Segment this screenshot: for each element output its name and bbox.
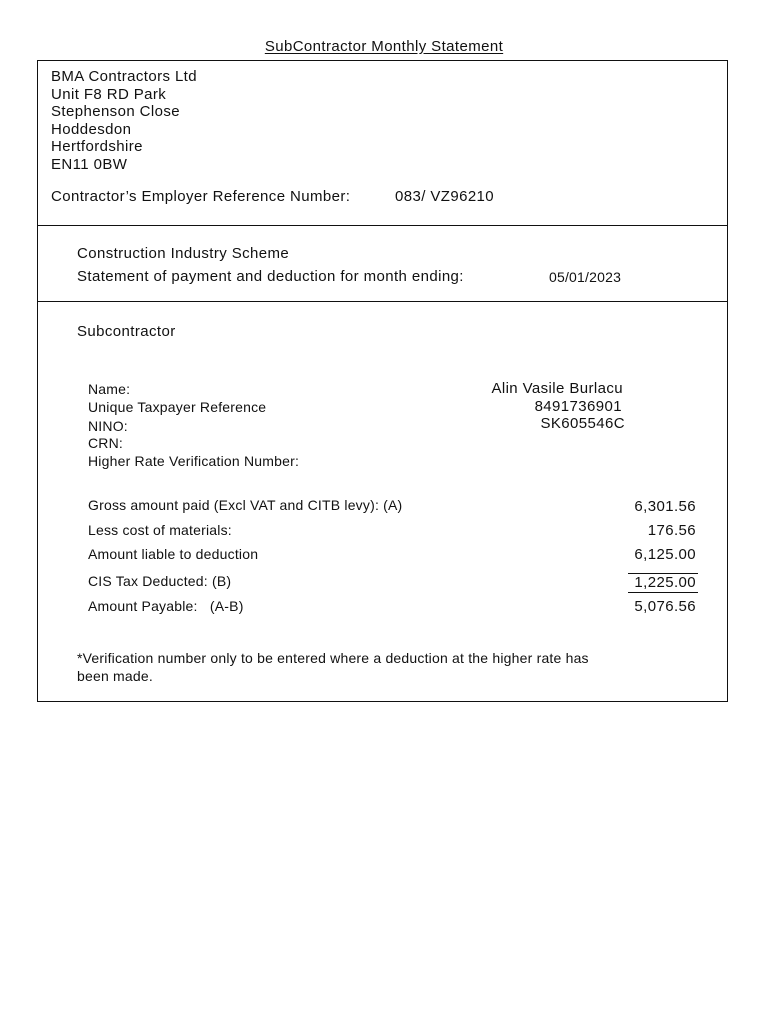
- liable-amount-label: Amount liable to deduction: [88, 546, 259, 562]
- nino-value: SK605546C: [540, 415, 625, 432]
- cis-tax-value: 1,225.00: [634, 574, 696, 591]
- employer-ref-value: 083/ VZ96210: [395, 188, 495, 205]
- utr-value: 8491736901: [534, 398, 622, 415]
- contractor-address-line-3: Hoddesdon: [51, 121, 132, 138]
- subcontractor-name-value: Alin Vasile Burlacu: [491, 380, 623, 397]
- materials-cost-value: 176.56: [647, 522, 696, 539]
- statement-title-text: SubContractor Monthly Statement: [264, 38, 504, 55]
- contractor-postcode: EN11 0BW: [51, 156, 128, 173]
- scheme-box: [37, 225, 728, 302]
- statement-period-label: Statement of payment and deduction for month ending:: [77, 268, 464, 285]
- contractor-address-line-2: Stephenson Close: [51, 103, 180, 120]
- scheme-heading: Construction Industry Scheme: [77, 245, 290, 262]
- subcontractor-heading: Subcontractor: [77, 323, 176, 340]
- statement-title: [0, 38, 768, 55]
- contractor-address-line-1: Unit F8 RD Park: [51, 86, 167, 103]
- gross-amount-value: 6,301.56: [634, 498, 696, 515]
- contractor-address-line-4: Hertfordshire: [51, 138, 143, 155]
- subtotal-rule-bottom: [628, 592, 698, 593]
- crn-label: CRN:: [88, 435, 124, 451]
- nino-label: NINO:: [88, 418, 128, 434]
- month-ending-date: 05/01/2023: [549, 269, 622, 285]
- verification-number-label: Higher Rate Verification Number:: [88, 453, 300, 469]
- amount-payable-label: Amount Payable: (A-B): [88, 598, 244, 614]
- contractor-name: BMA Contractors Ltd: [51, 68, 197, 85]
- amount-payable-value: 5,076.56: [634, 598, 696, 615]
- cis-tax-label: CIS Tax Deducted: (B): [88, 573, 232, 589]
- liable-amount-value: 6,125.00: [634, 546, 696, 563]
- name-label: Name:: [88, 381, 131, 397]
- footnote-line-1: *Verification number only to be entered where a deduction at the higher rate has: [77, 650, 589, 666]
- materials-cost-label: Less cost of materials:: [88, 522, 232, 538]
- gross-amount-label: Gross amount paid (Excl VAT and CITB levy): (A): [88, 497, 403, 513]
- footnote-line-2: been made.: [77, 668, 153, 684]
- employer-ref-label: Contractor’s Employer Reference Number:: [51, 188, 351, 205]
- utr-label: Unique Taxpayer Reference: [88, 399, 267, 415]
